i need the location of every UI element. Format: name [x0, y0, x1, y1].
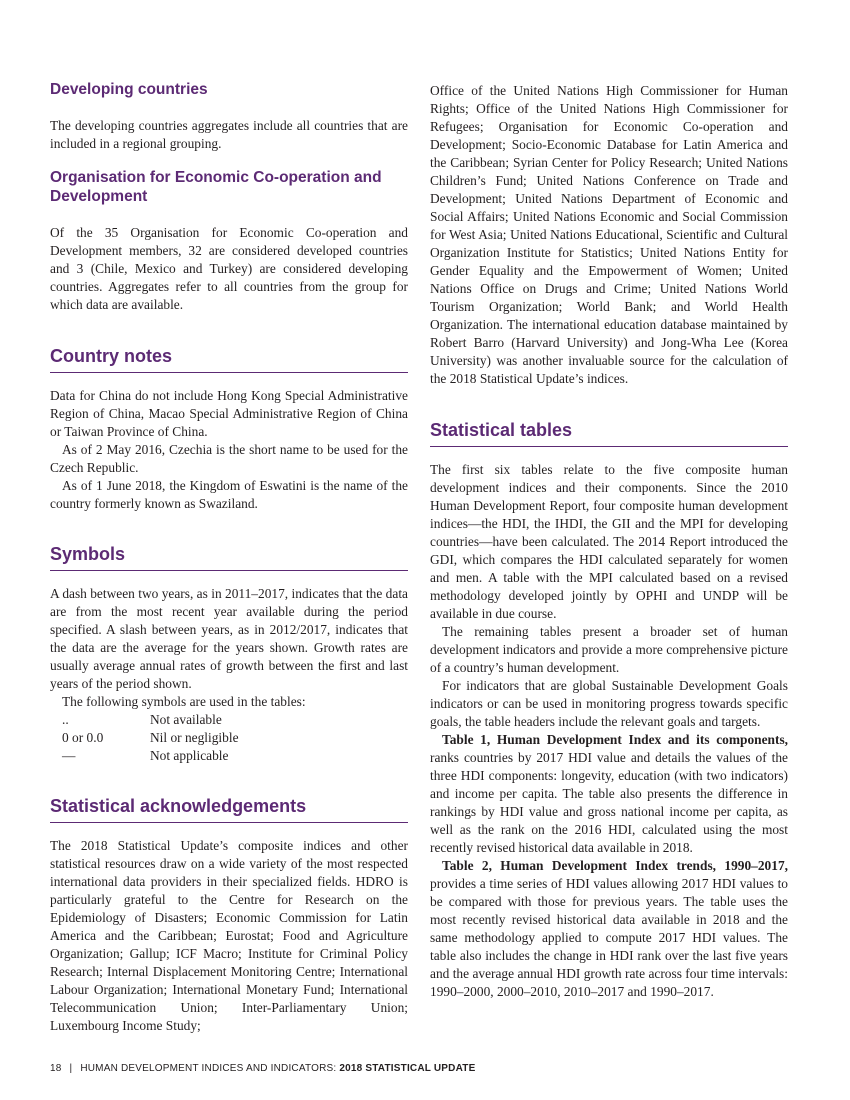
country-notes-heading: Country notes — [50, 345, 408, 373]
symbols-heading: Symbols — [50, 543, 408, 571]
footer-title: HUMAN DEVELOPMENT INDICES AND INDICATORS: — [80, 1063, 340, 1074]
symbol-key: — — [62, 748, 76, 763]
statistical-tables-heading: Statistical tables — [430, 419, 788, 447]
tables-paragraph-3: For indicators that are global Sustainable Development Goals indicators or can be used in monitoring progress towards specific goals, the table headers include the relevant goals and targets. — [430, 678, 788, 729]
right-column — [430, 80, 788, 1001]
symbol-key: .. — [62, 712, 69, 727]
page-footer — [50, 1063, 475, 1074]
developing-countries-heading: Developing countries — [50, 81, 208, 98]
symbol-key: 0 or 0.0 — [62, 730, 104, 745]
acknowledgements-text: The 2018 Statistical Update’s composite indices and other statistical resources draw on a wide variety of the most respected international data providers in their specialized fields. HDRO is particularly grateful to the Centre for Research on the Epidemiology of Disasters; Economic Commission for Latin America and the Caribbean; Eurostat; Food and Agriculture Organization; Gallup; ICF Macro; Institute for Criminal Policy Research; Internal Displacement Monitoring Centre; International Labour Organization; International Monetary Fund; International Telecommunication Union; Inter-Parliamentary Union; Luxembourg Income Study; — [50, 838, 408, 1033]
country-notes-paragraph-3: As of 1 June 2018, the Kingdom of Eswatini is the name of the country formerly known as Swaziland. — [50, 478, 408, 511]
acknowledgements-heading: Statistical acknowledgements — [50, 795, 408, 823]
symbol-meaning: Nil or negligible — [150, 730, 239, 745]
footer-separator: | — [69, 1063, 73, 1074]
oecd-text: Of the 35 Organisation for Economic Co-operation and Development members, 32 are considered developed countries and 3 (Chile, Mexico and Turkey) are considered developing countries. Aggregates refer to all countries from the group for which data are available. — [50, 225, 408, 312]
symbol-meaning: Not available — [150, 712, 222, 727]
tables-paragraph-1: The first six tables relate to the five composite human development indices and their components. Since the 2010 Human Development Report, four composite human development indices—the HDI, the IHDI, the GII and the MPI for developing countries—have been calculated. The 2014 Report introduced the GDI, which compares the HDI calculated separately for women and men. A table with the MPI calculated based on a revised methodology developed jointly by OPHI and UNDP will be available in due course. — [430, 462, 788, 621]
symbol-row — [50, 729, 408, 747]
page-number: 18 — [50, 1063, 62, 1074]
developing-countries-text: The developing countries aggregates include all countries that are included in a regional grouping. — [50, 118, 408, 151]
table-2-text: provides a time series of HDI values allowing 2017 HDI values to be compared with those for previous years. The table uses the most recently revised historical data available in 2018 and the same methodology applied to compute 2017 HDI values. The table also includes the change in HDI rank over the last five years and the average annual HDI growth rate across four time intervals: 1990–2000, 2000–2010, 2010–2017 and 1990–2017. — [430, 876, 788, 999]
table-1-text: ranks countries by 2017 HDI value and details the values of the three HDI components: longevity, education (with two indicators) and income per capita. The table also presents the difference in rankings by HDI value and gross national income per capita, as well as the rank on the 2016 HDI, calculated using the most recently revised historical data available in 2018. — [430, 750, 788, 855]
tables-paragraph-2: The remaining tables present a broader set of human development indicators and provide a more comprehensive picture of a country’s human development. — [430, 624, 788, 675]
footer-title-bold: 2018 STATISTICAL UPDATE — [339, 1063, 476, 1074]
table-2-title: Table 2, Human Development Index trends, 1990–2017, — [442, 858, 788, 873]
symbol-row — [50, 711, 408, 729]
symbols-paragraph-2: The following symbols are used in the tables: — [62, 694, 306, 709]
symbol-meaning: Not applicable — [150, 748, 229, 763]
country-notes-paragraph-1: Data for China do not include Hong Kong Special Administrative Region of China, Macao Special Administrative Region of China or Taiwan Province of China. — [50, 388, 408, 439]
table-1-description — [430, 731, 788, 857]
symbols-list — [50, 711, 408, 765]
symbols-paragraph-1: A dash between two years, as in 2011–2017, indicates that the data are from the most recent year available during the period specified. A slash between years, as in 2012/2017, indicates that the data are the average for the years shown. Growth rates are usually average annual rates of growth between the first and last years of the period shown. — [50, 586, 408, 691]
symbol-row — [50, 747, 408, 765]
country-notes-paragraph-2: As of 2 May 2016, Czechia is the short name to be used for the Czech Republic. — [50, 442, 408, 475]
table-1-title: Table 1, Human Development Index and its components, — [442, 732, 788, 747]
table-2-description — [430, 857, 788, 1001]
left-column — [50, 80, 408, 1035]
oecd-heading: Organisation for Economic Co-operation and Development — [50, 169, 382, 205]
acknowledgements-continued: Office of the United Nations High Commissioner for Human Rights; Office of the United Nations High Commissioner for Refugees; Organisation for Economic Co-operation and Development; Socio-Economic Database for Latin America and the Caribbean; Syrian Center for Policy Research; United Nations Children’s Fund; United Nations Conference on Trade and Development; United Nations Department of Economic and Social Affairs; United Nations Economic and Social Commission for West Asia; United Nations Educational, Scientific and Cultural Organization Institute for Statistics; United Nations Entity for Gender Equality and the Empowerment of Women; United Nations Office on Drugs and Crime; United Nations World Tourism Organization; World Bank; and World Health Organization. The international education database maintained by Robert Barro (Harvard University) and Jong-Wha Lee (Korea University) was another invaluable source for the calculation of the 2018 Statistical Update’s indices. — [430, 83, 788, 386]
